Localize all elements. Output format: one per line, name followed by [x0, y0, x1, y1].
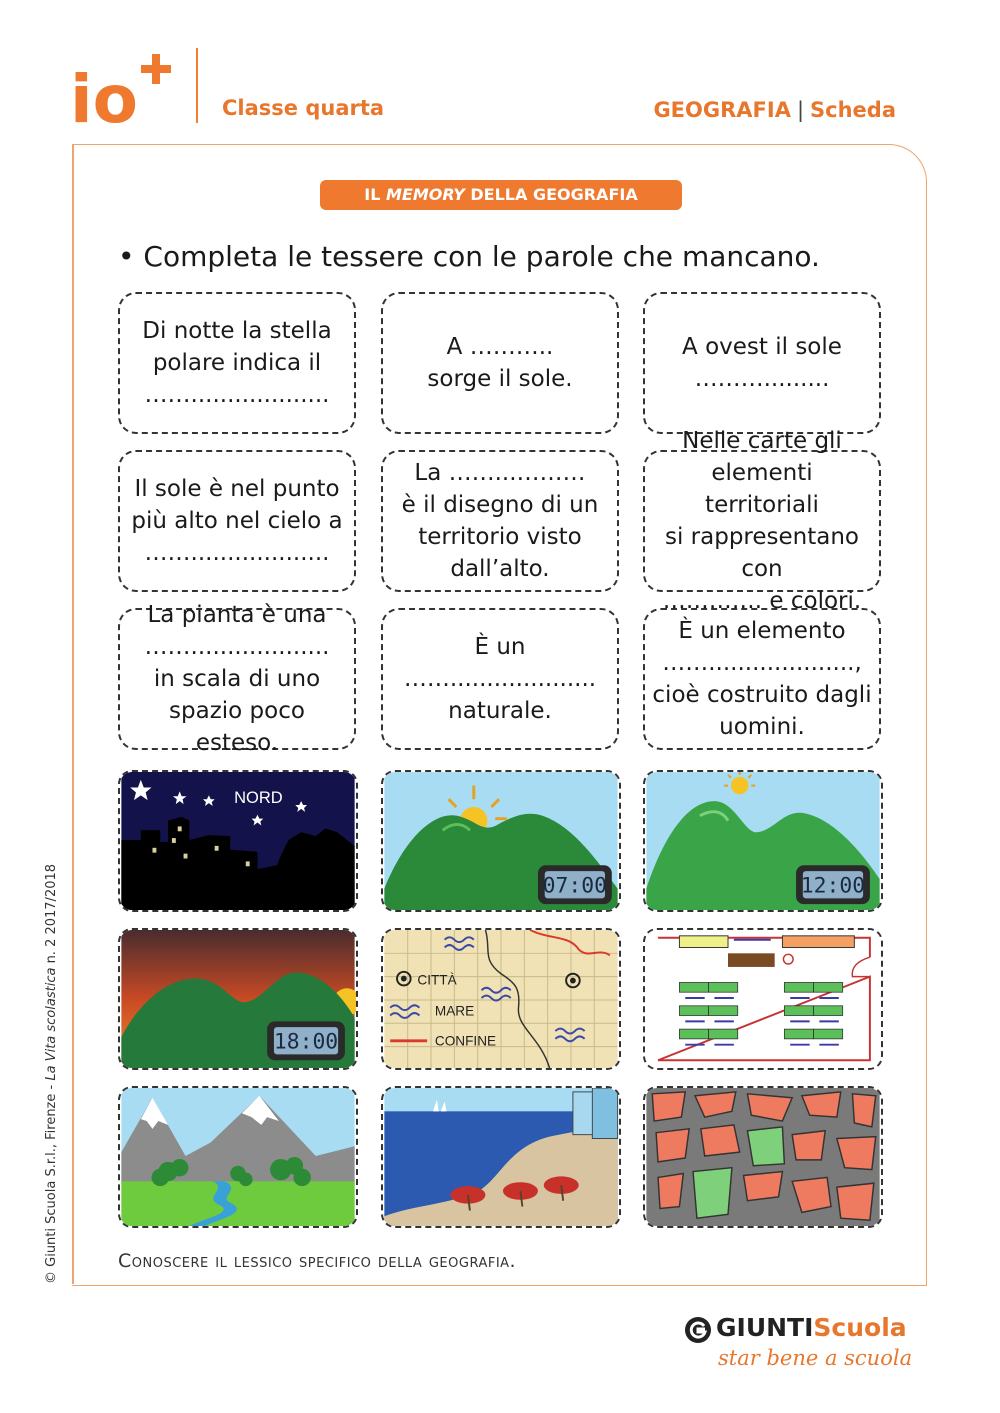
memory-card-8 — [381, 608, 619, 750]
sunset-mountains-illustration — [120, 930, 356, 1068]
snowy-mountains-illustration — [120, 1088, 356, 1226]
memory-card-6 — [643, 428, 881, 614]
frame-left-edge — [72, 144, 74, 1284]
card-text: Nelle carte gli elementi territoriali si rappresentano con …………. e colori. — [662, 428, 862, 614]
subject-separator: | — [796, 98, 805, 122]
copyright-post: n. 2 2017/2018 — [44, 863, 59, 968]
picture-card-map — [381, 928, 621, 1070]
classroom-plan-illustration — [645, 930, 881, 1068]
noon-mountains-illustration — [645, 772, 881, 910]
card-text: È un elemento ……...................., cioè costruito dagli uomini. — [652, 618, 872, 740]
map-legend-illustration — [383, 930, 619, 1068]
map-city-label: CITTÀ — [417, 972, 457, 988]
card-text: La ……...……… è il disegno di un territorio visto dall’alto. — [401, 460, 599, 582]
worksheet-title-badge — [320, 180, 682, 210]
badge-text-italic: MEMORY — [386, 185, 465, 204]
giunti-logo-icon — [683, 1315, 713, 1345]
badge-text-pre: IL — [364, 185, 386, 204]
subject-label — [653, 98, 896, 122]
picture-card-floor-plan — [643, 928, 883, 1070]
card-text: Di notte la stella polare indica il ……................... — [142, 318, 332, 408]
memory-card-3 — [643, 292, 881, 434]
memory-card-5 — [381, 450, 619, 592]
publisher-name-scuola: Scuola — [813, 1313, 907, 1342]
instruction-text: • Completa le tessere con le parole che mancano. — [118, 240, 820, 273]
picture-card-city-map — [643, 1086, 883, 1228]
memory-card-2 — [381, 292, 619, 434]
copyright-pre: © Giunti Scuola S.r.l., Firenze - — [44, 1080, 59, 1284]
memory-card-4 — [118, 450, 356, 592]
clock-noon: 12:00 — [800, 873, 866, 899]
subject-name: GEOGRAFIA — [653, 98, 791, 122]
class-label: Classe quarta — [222, 96, 385, 120]
picture-card-mountains — [118, 1086, 358, 1228]
beach-illustration — [383, 1088, 619, 1226]
memory-card-9 — [643, 608, 881, 750]
copyright-notice — [44, 864, 59, 1284]
picture-card-beach — [381, 1086, 621, 1228]
svg-text:io: io — [70, 61, 138, 128]
sunrise-mountains-illustration — [383, 772, 619, 910]
night-scene-illustration — [120, 772, 356, 910]
map-border-label: CONFINE — [434, 1033, 497, 1049]
picture-card-noon — [643, 770, 883, 912]
picture-card-sunrise — [381, 770, 621, 912]
memory-card-7 — [118, 602, 356, 756]
map-sea-label: MARE — [434, 1003, 475, 1019]
card-text: A ovest il sole ………......... — [682, 334, 842, 392]
card-text: A ……….. sorge il sole. — [427, 334, 573, 392]
publisher-name — [716, 1313, 907, 1342]
card-text: La pianta è una ……................... in scala di uno spazio poco esteso. — [144, 602, 330, 756]
copyright-magazine: La Vita scolastica — [44, 967, 59, 1081]
memory-card-1 — [118, 292, 356, 434]
picture-card-sunset — [118, 928, 358, 1070]
badge-text-post: DELLA GEOGRAFIA — [464, 185, 638, 204]
sheet-label: Scheda — [810, 98, 896, 122]
card-text: Il sole è nel punto più alto nel cielo a ……................... — [131, 476, 343, 566]
clock-evening: 18:00 — [273, 1029, 339, 1055]
publisher-name-main: GIUNTI — [716, 1313, 814, 1342]
clock-morning: 07:00 — [542, 873, 608, 899]
city-map-illustration — [645, 1088, 881, 1226]
north-label: NORD — [234, 788, 283, 808]
io-plus-logo — [70, 52, 180, 128]
picture-card-night-north — [118, 770, 358, 912]
header-divider — [196, 48, 198, 123]
learning-objective: Conoscere il lessico specifico della geografia. — [118, 1250, 517, 1272]
publisher-tagline: star bene a scuola — [718, 1346, 913, 1370]
card-text: È un …….................... naturale. — [403, 634, 597, 724]
